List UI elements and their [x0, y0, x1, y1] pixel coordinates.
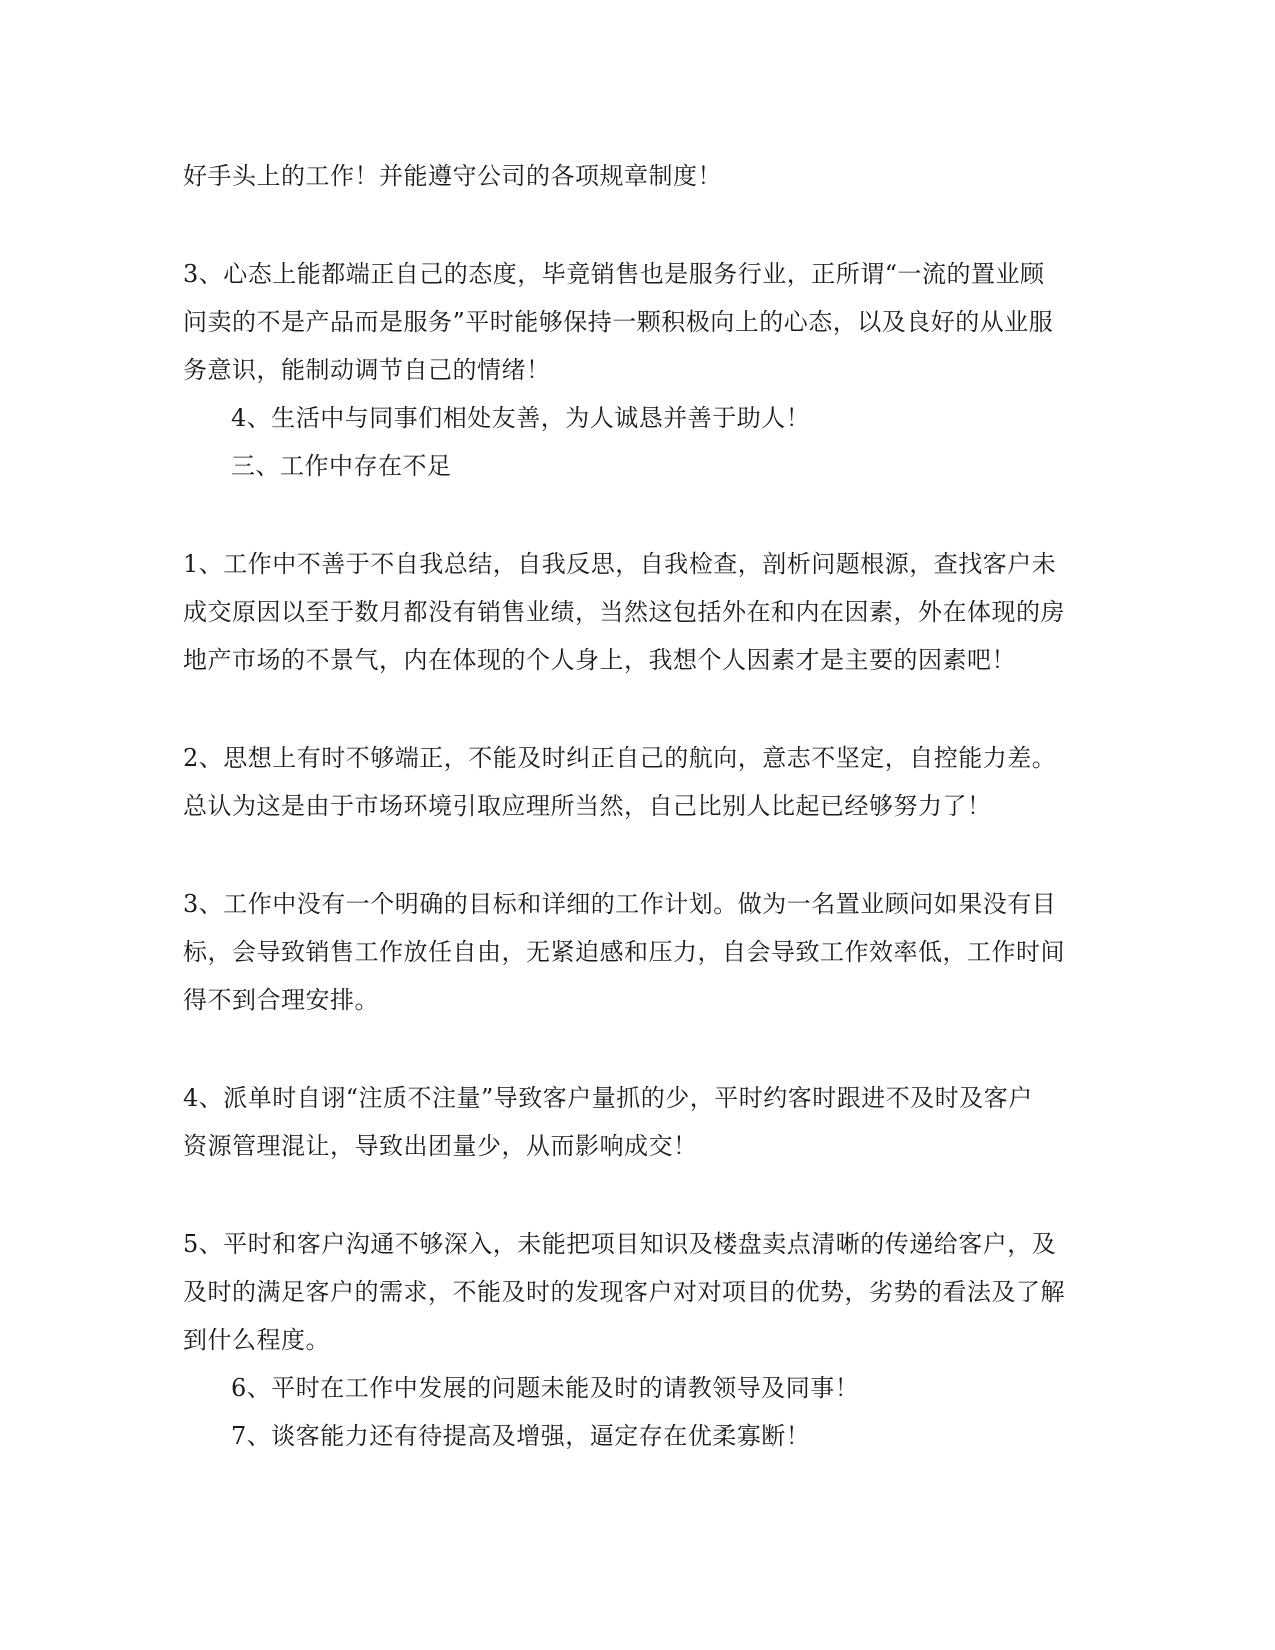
text-line: 1、工作中不善于不自我总结，自我反思，自我检查，剖析问题根源，查找客户未 — [183, 550, 1057, 578]
text-line: 地产市场的不景气，内在体现的个人身上，我想个人因素才是主要的因素吧！ — [183, 646, 1016, 674]
text-line: 问卖的不是产品而是服务”平时能够保持一颗积极向上的心态，以及良好的从业服 — [183, 308, 1054, 336]
paragraph-shortcoming-7 — [183, 1412, 1083, 1460]
text-line: 2、思想上有时不够端正，不能及时纠正自己的航向，意志不坚定，自控能力差。 — [183, 744, 1057, 772]
paragraph-shortcoming-2 — [183, 734, 1083, 830]
text-line: 4、生活中与同事们相处友善，为人诚恳并善于助人！ — [231, 404, 811, 432]
paragraph-shortcoming-5 — [183, 1220, 1083, 1364]
paragraph-rules — [183, 152, 1083, 200]
paragraph-item-3-attitude — [183, 250, 1083, 394]
paragraph-shortcoming-3 — [183, 880, 1083, 1024]
text-line: 4、派单时自诩“注质不注量”导致客户量抓的少，平时约客时跟进不及时及客户 — [183, 1084, 1033, 1112]
text-line: 6、平时在工作中发展的问题未能及时的请教领导及同事！ — [231, 1374, 860, 1402]
text-line: 7、谈客能力还有待提高及增强，逼定存在优柔寡断！ — [231, 1422, 811, 1450]
paragraph-shortcoming-1 — [183, 540, 1083, 684]
text-line: 好手头上的工作！并能遵守公司的各项规章制度！ — [183, 162, 722, 190]
document-page — [183, 152, 1083, 1460]
paragraph-shortcoming-6 — [183, 1364, 1083, 1412]
text-line: 得不到合理安排。 — [183, 986, 379, 1014]
text-line: 总认为这是由于市场环境引取应理所当然，自己比别人比起已经够努力了！ — [183, 792, 992, 820]
text-line: 到什么程度。 — [183, 1326, 330, 1354]
section-heading-shortcomings — [183, 442, 1083, 490]
text-line: 及时的满足客户的需求，不能及时的发现客户对对项目的优势，劣势的看法及了解 — [183, 1278, 1065, 1306]
text-line: 务意识，能制动调节自己的情绪！ — [183, 356, 551, 384]
text-line: 标，会导致销售工作放任自由，无紧迫感和压力，自会导致工作效率低，工作时间 — [183, 938, 1065, 966]
text-line: 资源管理混让，导致出团量少，从而影响成交！ — [183, 1132, 698, 1160]
text-line: 成交原因以至于数月都没有销售业绩，当然这包括外在和内在因素，外在体现的房 — [183, 598, 1065, 626]
text-line: 3、工作中没有一个明确的目标和详细的工作计划。做为一名置业顾问如果没有目 — [183, 890, 1057, 918]
text-line: 三、工作中存在不足 — [231, 452, 452, 480]
paragraph-shortcoming-4 — [183, 1074, 1083, 1170]
paragraph-item-4-colleagues — [183, 394, 1083, 442]
text-line: 3、心态上能都端正自己的态度，毕竟销售也是服务行业，正所谓“一流的置业顾 — [183, 260, 1045, 288]
text-line: 5、平时和客户沟通不够深入，未能把项目知识及楼盘卖点清晰的传递给客户，及 — [183, 1230, 1057, 1258]
